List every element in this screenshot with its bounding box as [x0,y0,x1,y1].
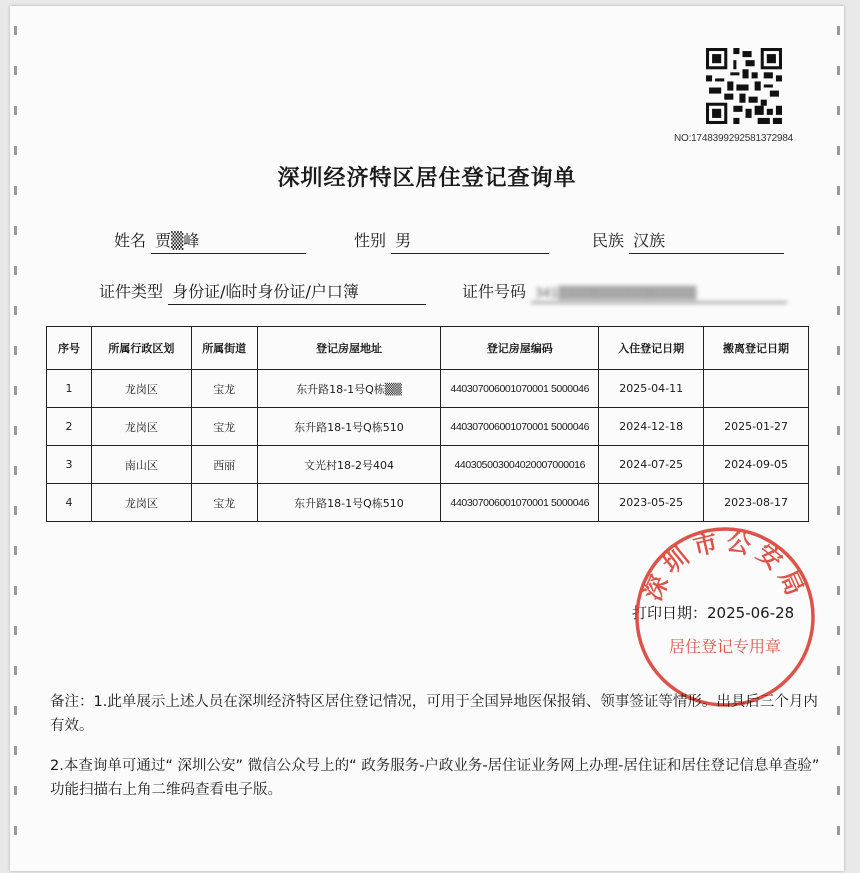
cell-address: 东升路18-1号Q栋510 [257,484,441,522]
id-number-field [462,279,787,303]
cell-index: 3 [47,446,92,484]
cell-address: 东升路18-1号Q栋▒▒ [257,370,441,408]
official-seal [632,524,818,710]
gender-field [354,228,549,254]
header-move-in-date: 入住登记日期 [599,327,704,370]
header-house-code: 登记房屋编码 [441,327,599,370]
gender-value: 男 [391,228,549,254]
qr-serial-number: NO:1748399292581372984 [674,133,794,144]
seal-org-text: 深圳市公安局 [637,526,813,605]
cell-street: 宝龙 [191,484,257,522]
print-date-value: 2025-06-28 [707,604,795,622]
id-number-value: 341▒▒▒▒▒▒▒▒▒▒▒▒▒▒▒ [531,286,787,303]
cell-house-code: 440305003004020007000016 [441,446,599,484]
cell-district: 龙岗区 [91,370,191,408]
note-1: 备注：1.此单展示上述人员在深圳经济特区居住登记情况，可用于全国异地医保报销、领事签证等情形。出具后三个月内有效。 [50,694,818,734]
table-row [47,370,809,408]
id-type-field [99,279,426,305]
cell-street: 宝龙 [191,370,257,408]
print-date-label: 打印日期： [632,604,708,622]
cell-address: 东升路18-1号Q栋510 [257,408,441,446]
cell-district: 南山区 [91,446,191,484]
cell-district: 龙岗区 [91,484,191,522]
cell-street: 西丽 [191,446,257,484]
header-street: 所属街道 [191,327,257,370]
table-header-row [47,327,809,370]
table-row [47,446,809,484]
cell-index: 1 [47,370,92,408]
note-2: 2.本查询单可通过“ 深圳公安” 微信公众号上的“ 政务服务-户政业务-居住证业务网上办理-居住证和居住登记信息单查验” 功能扫描右上角二维码查看电子版。 [50,758,820,798]
cell-street: 宝龙 [191,408,257,446]
cell-index: 4 [47,484,92,522]
gender-label: 性别 [354,231,387,250]
cell-house-code: 440307006001070001 5000046 [441,370,599,408]
seal-purpose-text: 居住登记专用章 [668,637,782,656]
cell-move-in-date: 2025-04-11 [599,370,704,408]
header-move-out-date: 搬离登记日期 [704,327,809,370]
id-number-label: 证件号码 [462,282,527,301]
cell-move-in-date: 2024-12-18 [599,408,704,446]
page-title: 深圳经济特区居住登记查询单 [277,166,577,191]
header-district: 所属行政区划 [91,327,191,370]
table-row [47,408,809,446]
perforation-right [837,26,840,851]
table-row [47,484,809,522]
document-sheet [10,6,844,871]
name-value: 贾▒峰 [151,228,306,254]
name-label: 姓名 [114,231,147,250]
perforation-left [14,26,17,851]
cell-house-code: 440307006001070001 5000046 [441,408,599,446]
ethnicity-value: 汉族 [629,228,784,254]
cell-move-out-date [704,370,809,408]
cell-move-out-date: 2024-09-05 [704,446,809,484]
cell-district: 龙岗区 [91,408,191,446]
registration-table [46,326,809,522]
cell-move-out-date: 2023-08-17 [704,484,809,522]
ethnicity-label: 民族 [592,231,625,250]
id-type-label: 证件类型 [99,282,164,301]
qr-code [706,48,782,124]
ethnicity-field [592,228,784,254]
header-index: 序号 [47,327,92,370]
cell-move-in-date: 2024-07-25 [599,446,704,484]
cell-index: 2 [47,408,92,446]
cell-address: 文光村18-2号404 [257,446,441,484]
cell-move-out-date: 2025-01-27 [704,408,809,446]
name-field [114,228,306,254]
header-address: 登记房屋地址 [257,327,441,370]
id-type-value: 身份证/临时身份证/户口簿 [168,279,426,305]
cell-move-in-date: 2023-05-25 [599,484,704,522]
cell-house-code: 440307006001070001 5000046 [441,484,599,522]
